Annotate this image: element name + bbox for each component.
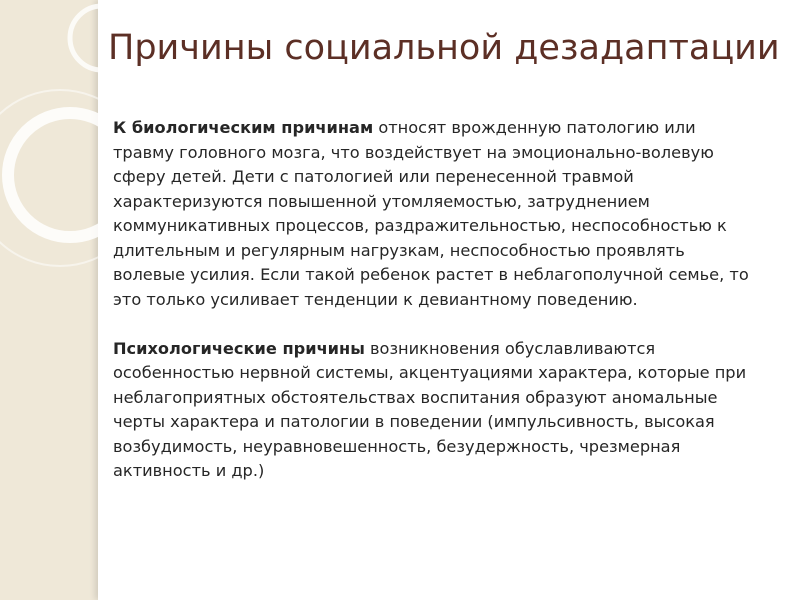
paragraph-lead: К биологическим причинам	[113, 118, 374, 137]
slide-body	[113, 116, 753, 484]
left-decorative-band	[0, 0, 98, 600]
paragraph-text: относят врожденную патологию или травму головного мозга, что воздействует на эмоционально-волевую сферу детей. Дети с патологией или перенесенной травмой характеризуются повышенной утомляемостью, затруднением коммуникативных процессов, раздражительностью, неспособностью к длительным и регулярным нагрузкам, неспособностью проявлять волевые усилия. Если такой ребенок растет в неблагополучной семье, то это только усиливает тенденции к девиантному поведению.	[113, 118, 749, 309]
paragraph-biological	[113, 116, 753, 312]
slide-title: Причины социальной дезадаптации	[108, 28, 780, 68]
paragraph-lead: Психологические причины	[113, 338, 365, 358]
paragraph-psychological	[113, 337, 753, 484]
paragraph-text: возникновения обуславливаются особенностью нервной системы, акцентуациями характера, которые при неблагоприятных обстоятельствах воспитания образуют аномальные черты характера и патологии в поведении (импульсивность, высокая возбудимость, неуравновешенность, безудержность, чрезмерная активность и др.)	[113, 338, 747, 480]
